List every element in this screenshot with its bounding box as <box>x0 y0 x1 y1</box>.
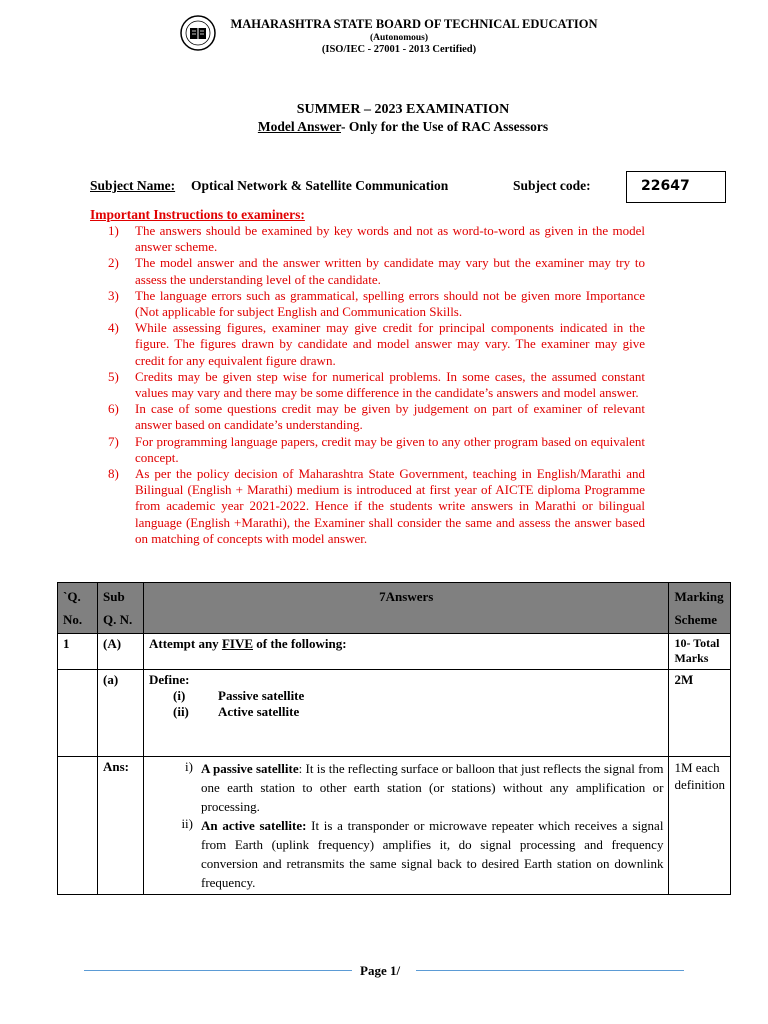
row-marks: 1M each definition <box>669 757 731 895</box>
iso-certification: (ISO/IEC - 27001 - 2013 Certified) <box>321 44 477 55</box>
autonomous-label: (Autonomous) <box>369 33 429 43</box>
row-qno-empty <box>58 757 98 895</box>
row-marks: 10- Total Marks <box>669 634 731 670</box>
row-qno-empty <box>58 670 98 757</box>
instruction-item: 2) The model answer and the answer written by candidate may vary but the examiner may try to assess the understanding level of the candidate. <box>108 255 645 287</box>
instruction-item: 8) As per the policy decision of Maharashtra State Government, teaching in English/Marathi and Bilingual (English + Marathi) medium is introduced at first year of AICTE diploma Programme from academic year 2021-2022. Hence if the students write answers in Marathi or bilingual language (English +Marathi), the Examiner shall consider the same and assess the answer based on matching of concepts with model answer. <box>108 466 645 546</box>
answer-item: ii) An active satellite: It is a transponder or microwave repeater which receives a signal from Earth (uplink frequency) amplifies it, do signal processing and frequency conversion and retransmits the same signal back to desired Earth station on downlink frequency. <box>181 816 664 890</box>
subject-name: Optical Network & Satellite Communication <box>191 178 449 193</box>
table-row <box>58 757 731 895</box>
exam-title: SUMMER – 2023 EXAMINATION <box>296 102 510 117</box>
instructions-list <box>108 223 645 547</box>
footer-divider-right <box>416 970 684 971</box>
row-question: Attempt any FIVE of the following: <box>144 634 669 670</box>
page-number: Page 1/ <box>360 963 401 978</box>
row-marks: 2M <box>669 670 731 757</box>
answer-table <box>57 582 731 895</box>
model-answer-rest: - Only for the Use of RAC Assessors <box>341 119 549 134</box>
table-row <box>58 634 731 670</box>
instruction-item: 7) For programming language papers, credit may be given to any other program based on equivalent concept. <box>108 433 645 465</box>
header-answers: 7Answers <box>144 583 669 634</box>
instruction-item: 4) While assessing figures, examiner may give credit for principal components indicated in the figure. The figures drawn by candidate and model answer may vary. The examiner may give credit for any equivalent figure drawn. <box>108 320 645 368</box>
table-row <box>58 670 731 757</box>
define-label: Define: <box>149 672 190 687</box>
header-marking: Marking Scheme <box>669 583 731 634</box>
answer-label: Ans: <box>98 757 144 895</box>
instruction-item: 5) Credits may be given step wise for numerical problems. In some cases, the assumed constant values may vary and there may be some difference in the candidate’s answers and model answer. <box>108 368 645 401</box>
subject-code-label: Subject code: <box>513 178 591 193</box>
subject-name-label: Subject Name: <box>90 178 176 193</box>
answer-content <box>144 757 669 895</box>
model-answer-label: Model Answer <box>257 119 341 134</box>
define-item: (i) Passive satellite <box>173 688 305 703</box>
board-name: MAHARASHTRA STATE BOARD OF TECHNICAL EDUCATION <box>230 17 598 31</box>
footer-divider-left <box>84 970 352 971</box>
instruction-item: 3) The language errors such as grammatical, spelling errors should not be given more Importance (Not applicable for subject English and Communication Skills. <box>108 287 645 320</box>
instruction-item: 6) In case of some questions credit may be given by judgement on part of examiner of relevant answer based on candidate’s understanding. <box>108 401 645 433</box>
row-question <box>144 670 669 757</box>
header-subq: Sub Q. N. <box>98 583 144 634</box>
define-item: (ii) Active satellite <box>173 704 300 719</box>
subject-code-box: 22647 <box>626 171 726 203</box>
row-subq: (A) <box>98 634 144 670</box>
instruction-item: 1) The answers should be examined by key words and not as word-to-word as given in the model answer scheme. <box>108 223 645 255</box>
row-qno: 1 <box>58 634 98 670</box>
instructions-title: Important Instructions to examiners: <box>90 207 305 222</box>
table-header-row <box>58 583 731 634</box>
answer-item: i) A passive satellite: It is the reflecting surface or balloon that just reflects the signal from one earth station to other earth station (or stations) without any amplification or processing. <box>185 759 664 814</box>
model-answer-line <box>0 119 768 135</box>
header-qno: `Q. No. <box>58 583 98 634</box>
row-subq: (a) <box>98 670 144 757</box>
